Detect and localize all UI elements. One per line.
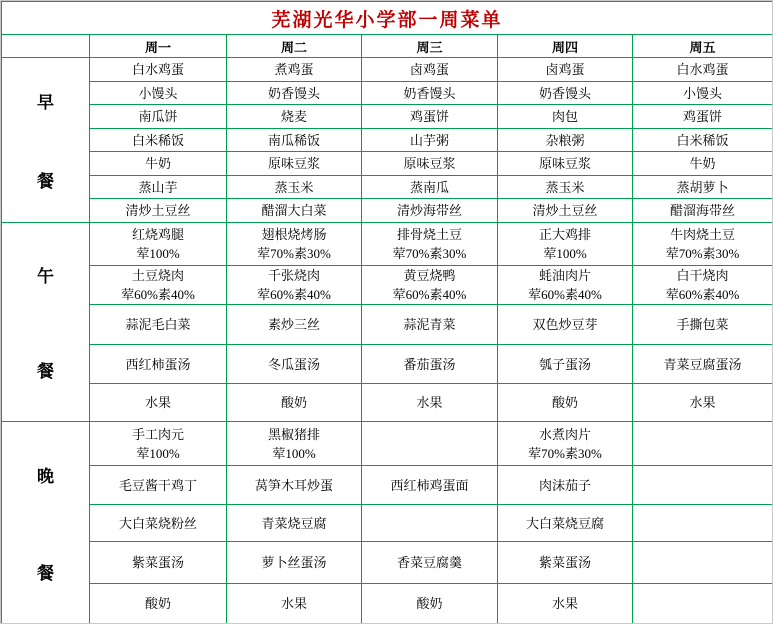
dish-name: 白米稀饭	[676, 132, 729, 148]
menu-cell	[498, 466, 633, 505]
day-header-thu: 周四	[498, 35, 633, 58]
menu-cell	[227, 58, 362, 82]
menu-cell	[498, 505, 633, 542]
menu-cell	[362, 105, 498, 129]
dish-name: 紫菜蛋汤	[131, 555, 184, 570]
menu-cell	[227, 129, 362, 152]
menu-cell	[633, 584, 773, 624]
dish-name: 小馒头	[683, 85, 723, 101]
dish-ratio: 荤60%素40%	[392, 287, 467, 302]
dish-name: 南瓜稀饭	[267, 132, 320, 148]
menu-cell	[90, 384, 227, 422]
menu-row	[2, 58, 773, 82]
menu-title: 芜湖光华小学部一周菜单	[2, 2, 773, 35]
menu-row	[2, 505, 773, 542]
dish-name: 水果	[280, 596, 307, 611]
menu-cell	[227, 105, 362, 129]
dish-name: 番茄蛋汤	[403, 356, 456, 372]
menu-cell	[90, 542, 227, 584]
section-label-char: 早	[37, 93, 54, 113]
menu-row	[2, 422, 773, 466]
dish-name: 白米稀饭	[131, 132, 184, 148]
dish-name: 牛肉烧土豆	[670, 227, 736, 242]
dish-name: 酸奶	[551, 395, 578, 410]
menu-cell	[633, 223, 773, 266]
dish-name: 蒸玉米	[545, 179, 585, 195]
dish-name: 翅根烧烤肠	[261, 227, 327, 242]
menu-row	[2, 266, 773, 305]
menu-cell	[362, 542, 498, 584]
dish-name: 黑椒猪排	[267, 426, 320, 442]
dish-name: 酸奶	[416, 596, 443, 611]
day-header-row	[2, 35, 773, 58]
menu-cell	[90, 345, 227, 384]
dish-name: 香菜豆腐羹	[396, 555, 462, 570]
menu-cell	[362, 305, 498, 345]
menu-cell	[633, 82, 773, 105]
section-label-breakfast	[2, 58, 90, 223]
dish-ratio: 荤70%素30%	[528, 445, 602, 461]
menu-cell	[227, 176, 362, 199]
section-label-char: 午	[37, 266, 54, 286]
menu-cell	[498, 305, 633, 345]
dish-name: 卤鸡蛋	[545, 62, 585, 77]
menu-cell	[362, 384, 498, 422]
dish-name: 青菜烧豆腐	[261, 515, 327, 531]
dish-name: 卤鸡蛋	[409, 62, 449, 77]
menu-row	[2, 176, 773, 199]
dish-name: 清炒土豆丝	[125, 203, 191, 218]
dish-name: 醋溜大白菜	[261, 203, 327, 218]
dish-name: 大白菜烧粉丝	[118, 515, 197, 531]
dish-name: 清炒土豆丝	[532, 203, 598, 218]
section-dinner	[2, 422, 773, 624]
menu-cell	[90, 223, 227, 266]
dish-name: 杂粮粥	[545, 132, 585, 148]
dish-ratio: 荤60%素40%	[665, 287, 740, 302]
menu-cell	[227, 223, 362, 266]
menu-cell	[90, 129, 227, 152]
menu-cell	[227, 505, 362, 542]
dish-name: 南瓜饼	[138, 109, 178, 124]
menu-cell	[90, 58, 227, 82]
menu-cell	[227, 384, 362, 422]
menu-cell	[362, 58, 498, 82]
menu-cell	[90, 266, 227, 305]
dish-name: 素炒三丝	[267, 317, 320, 332]
menu-cell	[362, 176, 498, 199]
section-breakfast	[2, 58, 773, 223]
menu-cell	[362, 82, 498, 105]
menu-row	[2, 584, 773, 624]
dish-name: 紫菜蛋汤	[538, 555, 591, 570]
menu-row	[2, 384, 773, 422]
menu-cell	[498, 58, 633, 82]
menu-cell	[227, 266, 362, 305]
menu-row	[2, 345, 773, 384]
menu-cell	[90, 466, 227, 505]
menu-cell	[227, 466, 362, 505]
dish-name: 白水鸡蛋	[676, 62, 729, 77]
dish-name: 蚝油肉片	[538, 268, 591, 283]
dish-ratio: 荤100%	[272, 445, 316, 461]
dish-name: 牛奶	[144, 156, 171, 171]
dish-name: 蒸山芋	[138, 179, 178, 195]
weekly-menu-table	[1, 1, 773, 624]
day-header-mon: 周一	[90, 35, 227, 58]
dish-name: 水果	[416, 395, 443, 410]
dish-name: 蒸玉米	[274, 179, 314, 195]
dish-ratio: 荤100%	[136, 445, 180, 461]
menu-cell	[633, 542, 773, 584]
corner-cell	[2, 35, 90, 58]
menu-cell	[227, 345, 362, 384]
menu-cell	[90, 176, 227, 199]
day-header-wed: 周三	[362, 35, 498, 58]
dish-name: 醋溜海带丝	[670, 203, 736, 218]
dish-name: 西红柿鸡蛋面	[390, 477, 469, 493]
menu-cell	[227, 542, 362, 584]
menu-row	[2, 152, 773, 176]
dish-ratio: 荤100%	[136, 246, 180, 261]
menu-cell	[90, 505, 227, 542]
dish-name: 排骨烧土豆	[396, 227, 462, 242]
menu-cell	[362, 584, 498, 624]
section-label-lunch	[2, 223, 90, 422]
dish-name: 萝卜丝蛋汤	[261, 555, 327, 570]
menu-cell	[362, 223, 498, 266]
menu-cell	[227, 422, 362, 466]
menu-row	[2, 105, 773, 129]
menu-cell	[633, 152, 773, 176]
menu-row	[2, 466, 773, 505]
menu-cell	[362, 422, 498, 466]
dish-name: 酸奶	[280, 395, 307, 410]
dish-name: 水果	[144, 395, 171, 410]
dish-name: 白干烧肉	[676, 268, 729, 283]
dish-name: 莴笋木耳炒蛋	[254, 477, 333, 493]
dish-name: 蒸南瓜	[409, 179, 449, 195]
dish-name: 水果	[689, 395, 716, 410]
section-label-char: 餐	[37, 563, 54, 583]
menu-cell	[498, 152, 633, 176]
menu-cell	[498, 176, 633, 199]
dish-name: 鸡蛋饼	[409, 109, 449, 124]
menu-cell	[498, 199, 633, 223]
dish-ratio: 荤60%素40%	[257, 287, 331, 302]
menu-cell	[498, 223, 633, 266]
menu-cell	[633, 305, 773, 345]
menu-cell	[633, 58, 773, 82]
section-label-dinner	[2, 422, 90, 624]
dish-name: 蒸胡萝卜	[676, 179, 729, 195]
dish-ratio: 荤60%素40%	[528, 287, 602, 302]
dish-name: 原味豆浆	[403, 156, 456, 171]
menu-row	[2, 305, 773, 345]
menu-cell	[227, 82, 362, 105]
dish-name: 小馒头	[138, 85, 178, 101]
menu-cell	[498, 542, 633, 584]
day-header-tue: 周二	[227, 35, 362, 58]
dish-name: 奶香馒头	[403, 85, 456, 101]
menu-cell	[633, 199, 773, 223]
dish-name: 千张烧肉	[267, 268, 320, 283]
dish-name: 奶香馒头	[538, 85, 591, 101]
dish-name: 牛奶	[689, 156, 716, 171]
dish-ratio: 荤60%素40%	[121, 287, 195, 302]
section-label-wrap	[2, 227, 89, 418]
dish-name: 鸡蛋饼	[683, 109, 723, 124]
menu-row	[2, 82, 773, 105]
dish-ratio: 荤70%素30%	[665, 246, 740, 261]
dish-name: 双色炒豆芽	[532, 317, 598, 332]
menu-cell	[633, 466, 773, 505]
menu-cell	[633, 422, 773, 466]
dish-name: 正大鸡排	[538, 227, 591, 242]
menu-cell	[227, 584, 362, 624]
dish-name: 手工肉元	[131, 426, 184, 442]
menu-cell	[362, 266, 498, 305]
dish-name: 冬瓜蛋汤	[267, 356, 320, 372]
menu-cell	[362, 466, 498, 505]
dish-ratio: 荤70%素30%	[257, 246, 331, 261]
dish-name: 水果	[551, 596, 578, 611]
section-lunch	[2, 223, 773, 422]
menu-cell	[90, 422, 227, 466]
menu-cell	[633, 105, 773, 129]
menu-cell	[498, 266, 633, 305]
menu-cell	[362, 345, 498, 384]
menu-cell	[227, 199, 362, 223]
dish-name: 奶香馒头	[267, 85, 320, 101]
section-label-char: 晚	[37, 466, 54, 486]
dish-name: 手撕包菜	[676, 317, 729, 332]
menu-cell	[90, 584, 227, 624]
dish-name: 毛豆酱干鸡丁	[118, 477, 197, 493]
menu-cell	[90, 152, 227, 176]
dish-name: 大白菜烧豆腐	[525, 515, 604, 531]
section-label-char: 餐	[37, 171, 54, 191]
menu-cell	[227, 152, 362, 176]
dish-name: 煮鸡蛋	[274, 62, 314, 77]
menu-cell	[90, 199, 227, 223]
menu-row	[2, 129, 773, 152]
menu-cell	[362, 129, 498, 152]
dish-name: 土豆烧肉	[131, 268, 184, 283]
dish-name: 蒜泥毛白菜	[125, 317, 191, 332]
section-label-wrap	[2, 426, 89, 620]
menu-cell	[633, 384, 773, 422]
dish-name: 瓠子蛋汤	[538, 356, 591, 372]
dish-name: 红烧鸡腿	[131, 227, 184, 242]
menu-cell	[227, 305, 362, 345]
dish-name: 蒜泥青菜	[403, 317, 456, 332]
dish-name: 山芋粥	[409, 132, 449, 148]
menu-row	[2, 542, 773, 584]
menu-cell	[90, 82, 227, 105]
menu-cell	[90, 305, 227, 345]
section-label-char: 餐	[37, 362, 54, 382]
dish-name: 清炒海带丝	[396, 203, 462, 218]
dish-name: 烧麦	[280, 109, 307, 124]
menu-cell	[90, 105, 227, 129]
menu-cell	[633, 129, 773, 152]
menu-cell	[633, 345, 773, 384]
menu-cell	[498, 345, 633, 384]
menu-row	[2, 223, 773, 266]
menu-cell	[362, 505, 498, 542]
dish-name: 西红柿蛋汤	[125, 356, 191, 372]
dish-name: 肉包	[551, 109, 578, 124]
dish-name: 原味豆浆	[267, 156, 320, 171]
menu-cell	[498, 82, 633, 105]
dish-ratio: 荤70%素30%	[392, 246, 467, 261]
menu-cell	[362, 199, 498, 223]
dish-name: 黄豆烧鸭	[403, 268, 456, 283]
menu-cell	[498, 129, 633, 152]
dish-name: 原味豆浆	[538, 156, 591, 171]
dish-name: 白水鸡蛋	[131, 62, 184, 77]
section-label-wrap	[2, 62, 89, 219]
day-header-fri: 周五	[633, 35, 773, 58]
menu-cell	[633, 176, 773, 199]
menu-cell	[498, 422, 633, 466]
menu-cell	[498, 105, 633, 129]
menu-cell	[633, 505, 773, 542]
dish-name: 肉沫茄子	[538, 477, 591, 493]
dish-ratio: 荤100%	[543, 246, 587, 261]
menu-cell	[498, 584, 633, 624]
menu-row	[2, 199, 773, 223]
menu-cell	[362, 152, 498, 176]
dish-name: 青菜豆腐蛋汤	[663, 356, 742, 372]
title-row	[2, 2, 773, 35]
menu-cell	[498, 384, 633, 422]
menu-cell	[633, 266, 773, 305]
dish-name: 酸奶	[144, 596, 171, 611]
dish-name: 水煮肉片	[538, 426, 591, 442]
